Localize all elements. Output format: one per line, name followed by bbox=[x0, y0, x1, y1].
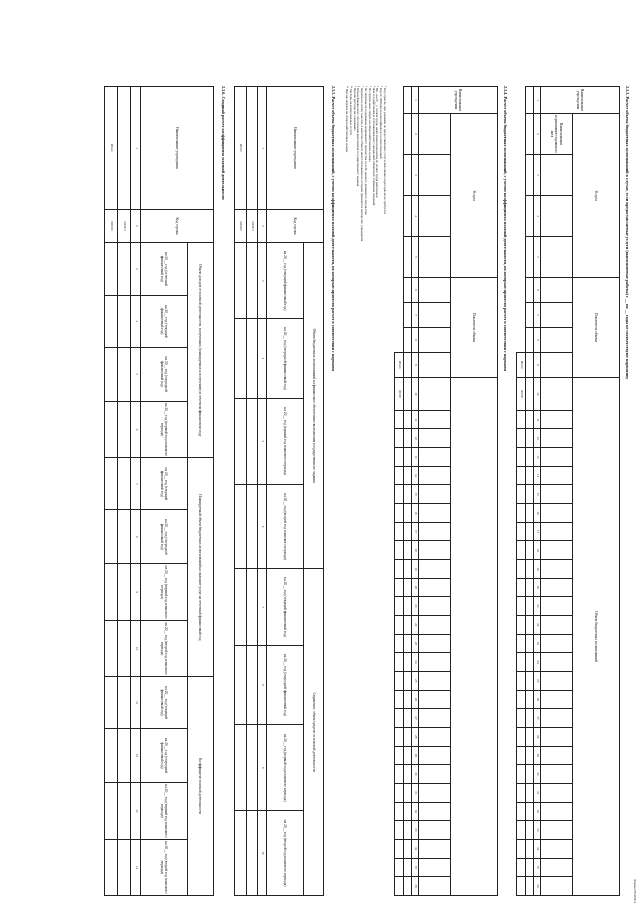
col-num: 9 bbox=[534, 353, 540, 378]
col-num: 1 bbox=[534, 87, 540, 114]
col-num: 35 bbox=[534, 858, 540, 877]
col-num: 15 bbox=[412, 485, 418, 504]
col-h-usluga: Услуга bbox=[450, 114, 497, 278]
col-num: 24 bbox=[534, 653, 540, 672]
col-sub: на 20__ год (текущий финансовый год) bbox=[141, 677, 187, 729]
section-2-3-3-table bbox=[516, 86, 620, 896]
col-num: 24 bbox=[412, 653, 418, 672]
col-num: 7 bbox=[131, 458, 141, 510]
col-num: 19 bbox=[412, 560, 418, 579]
col-sub: на 20__ год (текущий финансовый год) bbox=[141, 295, 187, 347]
col-h-naimen: Наименование учреждения bbox=[540, 87, 619, 114]
col-num: 5 bbox=[131, 347, 141, 401]
section-2-3-4-title: 2.3.4. Расчет объема бюджетных ассигнований, с учетом коэффициента платной деятельности, по которым провести расчет в соответствии с нормами bbox=[503, 86, 508, 371]
col-sub: на 20__ год (первый год планового периода) bbox=[141, 782, 187, 839]
col-num: 23 bbox=[534, 634, 540, 653]
col-num: 13 bbox=[412, 448, 418, 467]
col-num: 11 bbox=[412, 411, 418, 429]
col-num: 21 bbox=[534, 597, 540, 616]
form-code-label: Форма 0503296-4 bbox=[633, 879, 637, 903]
col-num: 10 bbox=[257, 811, 266, 896]
col-num: 10 bbox=[131, 621, 141, 677]
itogo-code: 900000 bbox=[105, 210, 118, 243]
col-num: 25 bbox=[534, 671, 540, 690]
col-num: 4 bbox=[412, 196, 418, 237]
itogo-label: Итого bbox=[235, 87, 247, 210]
col-num: 12 bbox=[131, 729, 141, 783]
col-sub: на 20__ год (текущий финансовый год) bbox=[266, 243, 303, 319]
col-num: 6 bbox=[131, 401, 141, 458]
footnote: ¹¹ Прочие затраты на общехозяйственные нужды bbox=[345, 86, 350, 153]
col-num: 26 bbox=[412, 690, 418, 709]
col-sub: на 20__ год (первый год планового периода) bbox=[141, 564, 187, 621]
col-h-pokazatel: Показатель объема bbox=[572, 278, 619, 378]
col-h-kod: Код строки bbox=[141, 210, 214, 243]
footnotes bbox=[344, 86, 386, 786]
col-num: 3 bbox=[131, 243, 141, 296]
col-num: 30 bbox=[412, 765, 418, 784]
footnote: ⁵ По группе иных затрат, на общехозяйственные нужды bbox=[367, 86, 372, 162]
col-num: 18 bbox=[534, 541, 540, 560]
col-num: 11 bbox=[131, 677, 141, 729]
row-code: 000001 bbox=[118, 210, 131, 243]
col-num: 8 bbox=[412, 328, 418, 353]
col-num: 28 bbox=[412, 727, 418, 746]
col-sub: на 20__ год (очередной финансовый год) bbox=[266, 319, 303, 399]
footnote: ⁶ По затратам на содержание недвижимого имущества и особо ценного движимого имущества bbox=[364, 86, 369, 215]
col-num: 29 bbox=[412, 746, 418, 765]
itogo-code: 90000 bbox=[395, 378, 404, 411]
col-num: 34 bbox=[412, 839, 418, 858]
footnote: ⁷ Затраты на уплату налогов, в качестве объекта налогообложения по которым признается имущество учреждения bbox=[360, 86, 365, 242]
section-2-3-5-table bbox=[234, 86, 324, 896]
col-num: 4 bbox=[257, 319, 266, 399]
col-sub: на 20__ год (второй год планового периода) bbox=[141, 839, 187, 895]
col-num: 4 bbox=[534, 196, 540, 237]
col-num: 19 bbox=[534, 560, 540, 579]
col-num: 1 bbox=[131, 87, 141, 210]
col-num: 5 bbox=[412, 237, 418, 278]
col-num: 8 bbox=[131, 510, 141, 564]
col-sub: на 20__ год (очередной финансовый год) bbox=[266, 645, 303, 725]
col-h-normativ: Наименование нормативного правового акта bbox=[540, 114, 572, 155]
col-num: 8 bbox=[534, 328, 540, 353]
col-num: 6 bbox=[257, 484, 266, 569]
col-num: 7 bbox=[412, 303, 418, 328]
col-h-naimen: Наименование учреждения bbox=[418, 87, 497, 114]
col-num: 6 bbox=[534, 278, 540, 303]
footnote: ³ ВБ - на 20__ г. оплата труда, начисления на выплаты по оплате труда работников bbox=[375, 86, 380, 198]
col-num: 7 bbox=[257, 569, 266, 645]
col-num: 15 bbox=[534, 485, 540, 504]
col-num: 17 bbox=[412, 522, 418, 541]
col-num: 9 bbox=[412, 353, 418, 378]
col-h-usluga: Услуга bbox=[572, 114, 619, 278]
col-num: 10 bbox=[534, 378, 540, 411]
col-num: 6 bbox=[412, 278, 418, 303]
itogo-label: Итого bbox=[517, 353, 526, 378]
section-2-3-5-title: 2.3.5. Расчет объема бюджетных ассигнований, с учетом коэффициента платной деятельности, по которым провести расчет в соответствии с нормами bbox=[331, 86, 336, 371]
col-group-2: Планируемый объем бюджетных ассигнований на оказание услуг на отчетный финансовый год bbox=[187, 458, 213, 677]
col-sub: на 20__ год (очередной финансовый год) bbox=[141, 510, 187, 564]
col-num: 3 bbox=[257, 243, 266, 319]
col-num: 17 bbox=[534, 522, 540, 541]
col-sub: на 20__ год (первый год планового периода) bbox=[266, 398, 303, 484]
col-num: 5 bbox=[534, 237, 540, 278]
col-sub: на 20__ год (второй год планового периода) bbox=[141, 621, 187, 677]
col-num: 9 bbox=[131, 564, 141, 621]
col-num: 14 bbox=[412, 466, 418, 485]
col-group-2: Справочно: объем средств от платной деятельности bbox=[303, 569, 323, 896]
col-num: 14 bbox=[534, 466, 540, 485]
footnote: ⁹ Прочие расходы на содержание bbox=[352, 86, 357, 131]
col-h-obem: Объем бюджетных ассигнований bbox=[572, 378, 619, 896]
col-num: 13 bbox=[534, 448, 540, 467]
col-num: 2 bbox=[412, 114, 418, 155]
col-num: 27 bbox=[412, 709, 418, 728]
col-num: 12 bbox=[534, 429, 540, 448]
col-sub: на 20__ год (второй год планового периода) bbox=[266, 484, 303, 569]
section-2-3-4-table bbox=[394, 86, 498, 896]
col-h-kod: Код строки bbox=[266, 210, 323, 243]
itogo-code: 900000 bbox=[235, 210, 247, 243]
row-code: 000001 bbox=[246, 210, 257, 243]
col-sub: на 20__ год (первый год планового периода) bbox=[266, 725, 303, 811]
col-num: 25 bbox=[412, 671, 418, 690]
section-2-3-6-table bbox=[104, 86, 214, 896]
col-sub: на 20__ год (первый год планового периода) bbox=[141, 401, 187, 458]
col-num: 10 bbox=[412, 378, 418, 411]
col-sub: на 20__ год (отчетный финансовый год) bbox=[141, 243, 187, 296]
col-num: 26 bbox=[534, 690, 540, 709]
col-num: 16 bbox=[534, 504, 540, 523]
col-num: 14 bbox=[131, 839, 141, 895]
col-num: 2 bbox=[534, 114, 540, 155]
col-num: 16 bbox=[412, 504, 418, 523]
footnote: ¹⁰ Расходы на коммунальные услуги bbox=[348, 86, 353, 136]
col-sub: на 20__ год (текущий финансовый год) bbox=[141, 458, 187, 510]
col-num: 4 bbox=[131, 295, 141, 347]
col-num: 1 bbox=[257, 87, 266, 210]
col-num: 28 bbox=[534, 727, 540, 746]
col-num: 22 bbox=[534, 615, 540, 634]
col-num: 7 bbox=[534, 303, 540, 328]
col-sub: на 20__ год (очередной финансовый год) bbox=[141, 347, 187, 401]
col-num: 13 bbox=[131, 782, 141, 839]
col-num: 35 bbox=[412, 858, 418, 877]
col-num: 29 bbox=[534, 746, 540, 765]
footnote: ¹ Код отрасли, при указании по предоставлению услуги заполнение кода отрасли не требуется bbox=[383, 86, 387, 214]
col-num: 22 bbox=[412, 615, 418, 634]
itogo-label: Итого bbox=[395, 353, 404, 378]
col-num: 18 bbox=[412, 541, 418, 560]
col-sub: на 20__ год (очередной финансовый год) bbox=[141, 729, 187, 783]
col-group-1: Объем доходов от платной деятельности, полученных (планируемых к получению) в отчетном финансовом году bbox=[187, 243, 213, 458]
col-num: 5 bbox=[257, 398, 266, 484]
col-num: 21 bbox=[412, 597, 418, 616]
col-num: 32 bbox=[534, 802, 540, 821]
itogo-code: 90000 bbox=[517, 378, 526, 411]
col-sub: на 20__ год (второй год планового периода) bbox=[266, 811, 303, 896]
col-sub: на 20__ год (текущий финансовый год) bbox=[266, 569, 303, 645]
section-2-3-6-title: 2.3.6. Сводный расчет коэффициента платной деятельности bbox=[221, 86, 226, 200]
col-num: 9 bbox=[257, 725, 266, 811]
col-group-3: Коэффициент платной деятельности bbox=[187, 677, 213, 896]
footnote: ⁴ Для государственных и муниципальных учреждений обязательно отражение сведений bbox=[371, 86, 376, 206]
col-num: 8 bbox=[257, 645, 266, 725]
col-group-1: Объем бюджетных ассигнований на финансовое обеспечение выполнения государственного задания bbox=[303, 243, 323, 569]
footnote: ⁸ Объем финансового обеспечения выполнения государственного задания bbox=[356, 86, 361, 187]
col-num: 11 bbox=[534, 411, 540, 429]
col-h-pokazatel: Показатель объема bbox=[450, 278, 497, 378]
section-2-3-3-title: 2.3.3. Расчет объема бюджетных ассигнований в случае, если предоставляемые услуги (выполняемые работы) с __ по __ годы не соответствуют нормативу bbox=[625, 86, 630, 380]
col-num: 2 bbox=[131, 210, 141, 243]
col-num: 2 bbox=[257, 210, 266, 243]
col-num: 20 bbox=[412, 578, 418, 597]
col-num: 33 bbox=[412, 821, 418, 840]
col-num: 36 bbox=[412, 877, 418, 896]
col-num: 30 bbox=[534, 765, 540, 784]
footnote: ² Код по ОКПД или классификатор соответствующий bbox=[379, 86, 384, 159]
col-num: 31 bbox=[412, 783, 418, 802]
col-num: 23 bbox=[412, 634, 418, 653]
col-num: 32 bbox=[412, 802, 418, 821]
col-num: 3 bbox=[534, 155, 540, 196]
col-num: 34 bbox=[534, 839, 540, 858]
col-num: 3 bbox=[412, 155, 418, 196]
col-num: 33 bbox=[534, 821, 540, 840]
col-num: 1 bbox=[412, 87, 418, 114]
col-num: 27 bbox=[534, 709, 540, 728]
col-num: 20 bbox=[534, 578, 540, 597]
itogo-label: Итого bbox=[105, 87, 118, 210]
col-num: 31 bbox=[534, 783, 540, 802]
col-h-naimen: Наименование учреждения bbox=[266, 87, 323, 210]
col-h-naimen: Наименование учреждения bbox=[141, 87, 214, 210]
col-num: 12 bbox=[412, 429, 418, 448]
col-num: 36 bbox=[534, 877, 540, 896]
